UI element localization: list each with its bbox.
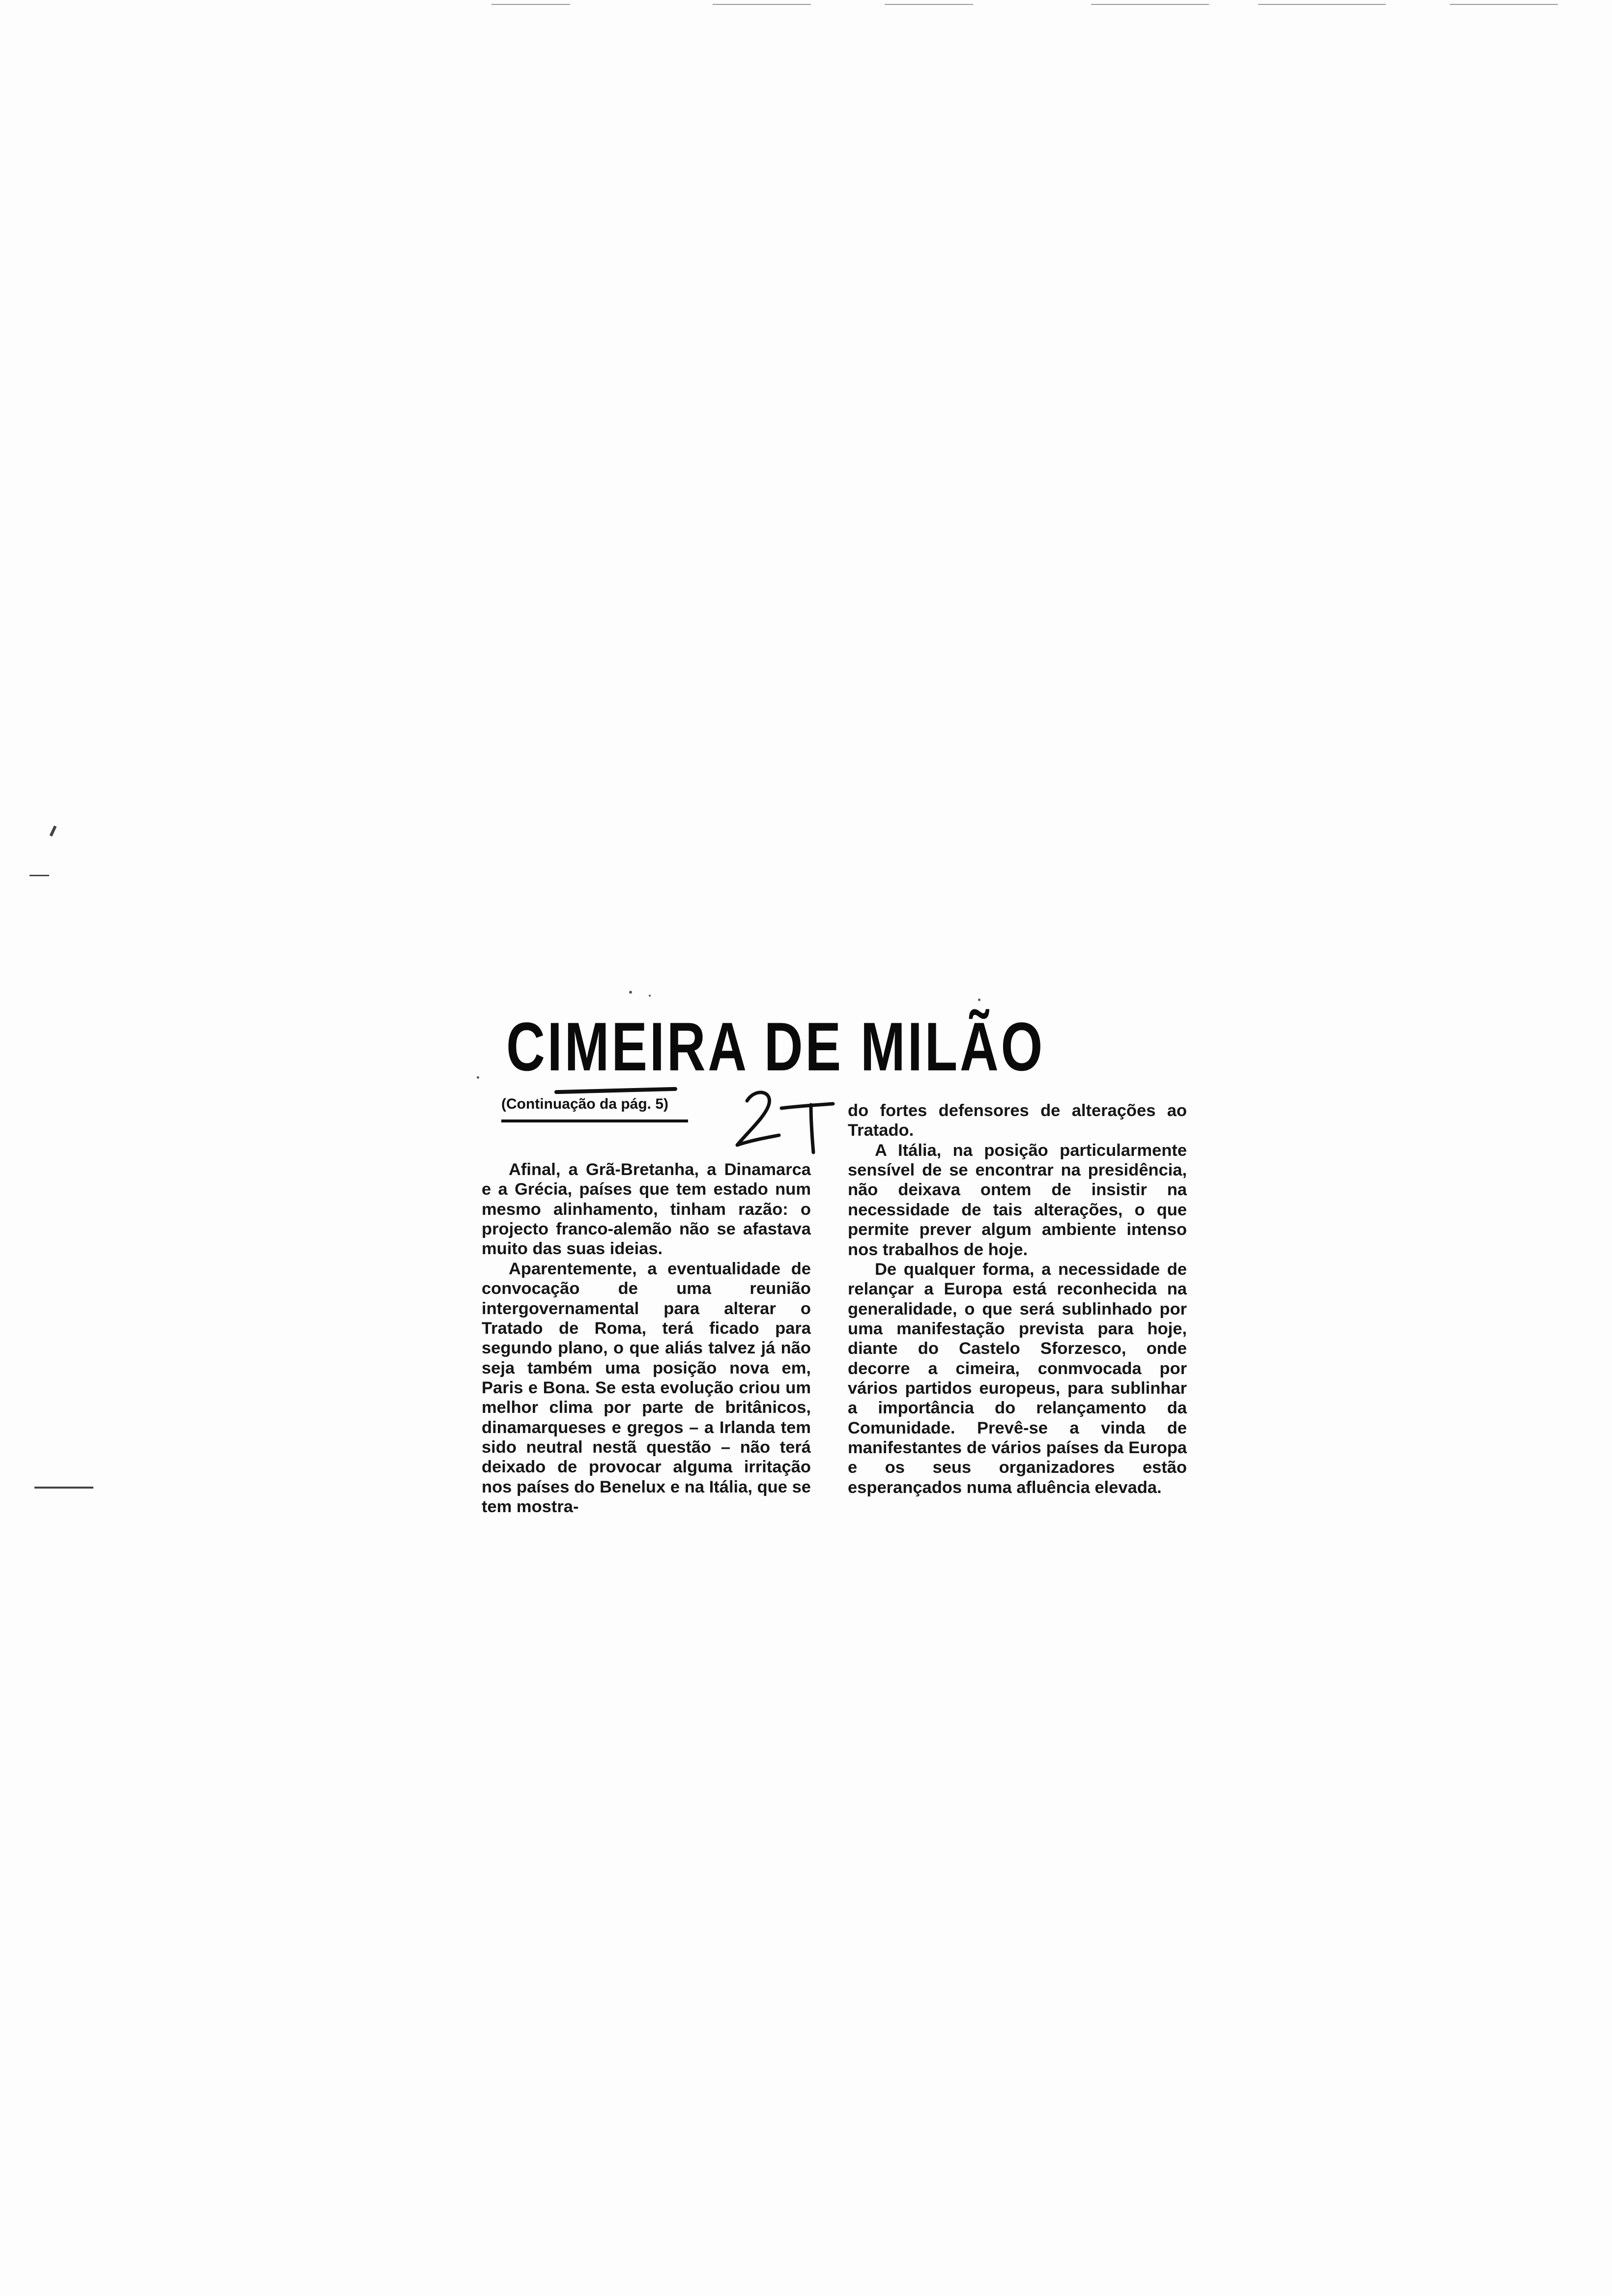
article-headline: CIMEIRA DE MILÃO <box>506 1008 1045 1085</box>
scan-artifact-line <box>885 4 973 5</box>
scan-speck <box>477 1076 479 1079</box>
article-column-right <box>848 1101 1187 1497</box>
scan-artifact-line <box>491 4 570 5</box>
scan-artifact-line <box>1091 4 1209 5</box>
article-column-left <box>482 1160 811 1517</box>
paragraph: A Itália, na posição particularmente sensível de se encontrar na presidência, não deixava ontem de insistir na necessidade de tais alterações, o que permite prever algum ambiente intenso nos trabalhos de hoje. <box>848 1141 1187 1259</box>
handwritten-page-number <box>727 1086 840 1155</box>
scan-artifact-line <box>1258 4 1386 5</box>
scan-artifact-line <box>713 4 811 5</box>
paragraph: Afinal, a Grã-Bretanha, a Dinamarca e a Grécia, países que tem estado num mesmo alinhamento, tinham razão: o projecto franco-alemão não se afastava muito das suas ideias. <box>482 1160 811 1259</box>
scan-artifact-line <box>1450 4 1558 5</box>
scan-speck <box>629 991 632 994</box>
handwritten-underline <box>554 1087 677 1094</box>
paragraph: Aparentemente, a eventualidade de convocação de uma reunião intergovernamental para alterar o Tratado de Roma, terá ficado para segundo plano, o que aliás talvez já não seja também uma posição nova em, Paris e Bona. Se esta evolução criou um melhor clima por parte de britânicos, dinamarqueses e gregos – a Irlanda tem sido neutral nestã questão – não terá deixado de provocar alguma irritação nos países do Benelux e na Itália, que se tem mostra- <box>482 1259 811 1517</box>
continuation-rule <box>501 1119 688 1122</box>
continuation-note: (Continuação da pág. 5) <box>501 1096 669 1112</box>
scan-speck <box>978 999 980 1001</box>
margin-mark <box>50 826 57 836</box>
newspaper-clipping <box>472 993 1199 1641</box>
paragraph: De qualquer forma, a necessidade de relançar a Europa está reconhecida na generalidade, o que será sublinhado por uma manifestação prevista para hoje, diante do Castelo Sforzesco, onde decorre a cimeira, conmvocada por vários partidos europeus, para sublinhar a importância do relançamento da Comunidade. Prevê-se a vinda de manifestantes de vários países da Europa e os seus organizadores estão esperançados numa afluência elevada. <box>848 1260 1187 1497</box>
scan-speck <box>649 995 651 997</box>
margin-mark <box>34 1487 93 1489</box>
paragraph: do fortes defensores de alterações ao Tratado. <box>848 1101 1187 1140</box>
margin-mark <box>29 875 49 876</box>
